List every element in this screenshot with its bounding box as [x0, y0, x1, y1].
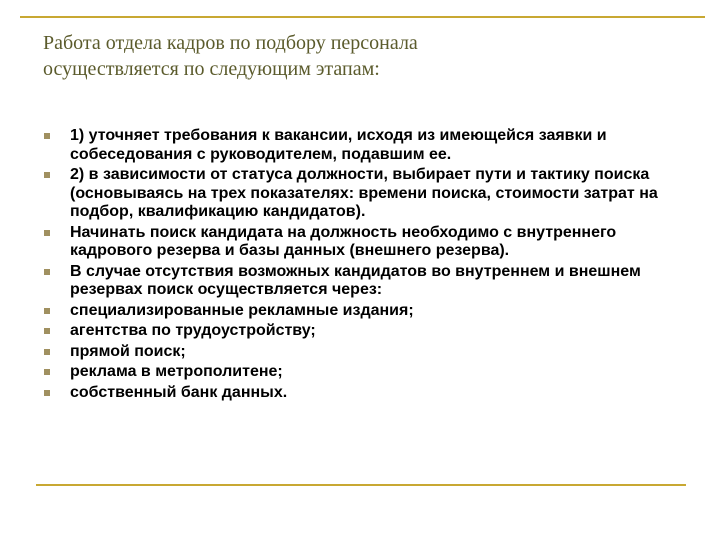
slide-title-line-2: осуществляется по следующим этапам:: [43, 58, 380, 80]
list-item: [44, 384, 674, 403]
list-item-text: В случае отсутствия возможных кандидатов во внутреннем и внешнем резервах поиск осуществляется через:: [70, 262, 641, 298]
list-item: [44, 343, 674, 362]
bullet-square-icon: [44, 369, 50, 375]
bullet-list: [44, 127, 674, 404]
list-item: [44, 363, 674, 382]
list-item-text: 1) уточняет требования к вакансии, исходя из имеющейся заявки и собеседования с руководителем, подавшим ее.: [70, 127, 607, 163]
list-item-text: специализированные рекламные издания;: [70, 301, 414, 319]
list-item: [44, 224, 674, 261]
bullet-square-icon: [44, 230, 50, 236]
top-divider: [20, 16, 705, 18]
bottom-divider: [36, 484, 686, 486]
bullet-square-icon: [44, 328, 50, 334]
bullet-square-icon: [44, 308, 50, 314]
list-item: [44, 302, 674, 321]
list-item: [44, 127, 674, 164]
slide-title: [43, 30, 683, 82]
bullet-square-icon: [44, 269, 50, 275]
slide-title-line-1: Работа отдела кадров по подбору персонала: [43, 32, 418, 54]
list-item-text: собственный банк данных.: [70, 383, 288, 401]
list-item-text: агентства по трудоустройству;: [70, 322, 316, 339]
list-item-text: реклама в метрополитене;: [70, 363, 283, 380]
list-item-text: Начинать поиск кандидата на должность необходимо с внутреннего кадрового резерва и базы данных (внешнего резерва).: [70, 223, 617, 259]
bullet-square-icon: [44, 172, 50, 178]
list-item-text: прямой поиск;: [70, 342, 186, 360]
bullet-square-icon: [44, 133, 50, 139]
list-item-text: 2) в зависимости от статуса должности, выбирает пути и тактику поиска (основываясь на трех показателях: времени поиска, стоимости затрат на подбор, квалификацию кандидатов).: [70, 166, 658, 220]
list-item: [44, 263, 674, 300]
list-item: [44, 166, 674, 222]
list-item: [44, 322, 674, 341]
bullet-square-icon: [44, 349, 50, 355]
bullet-square-icon: [44, 390, 50, 396]
